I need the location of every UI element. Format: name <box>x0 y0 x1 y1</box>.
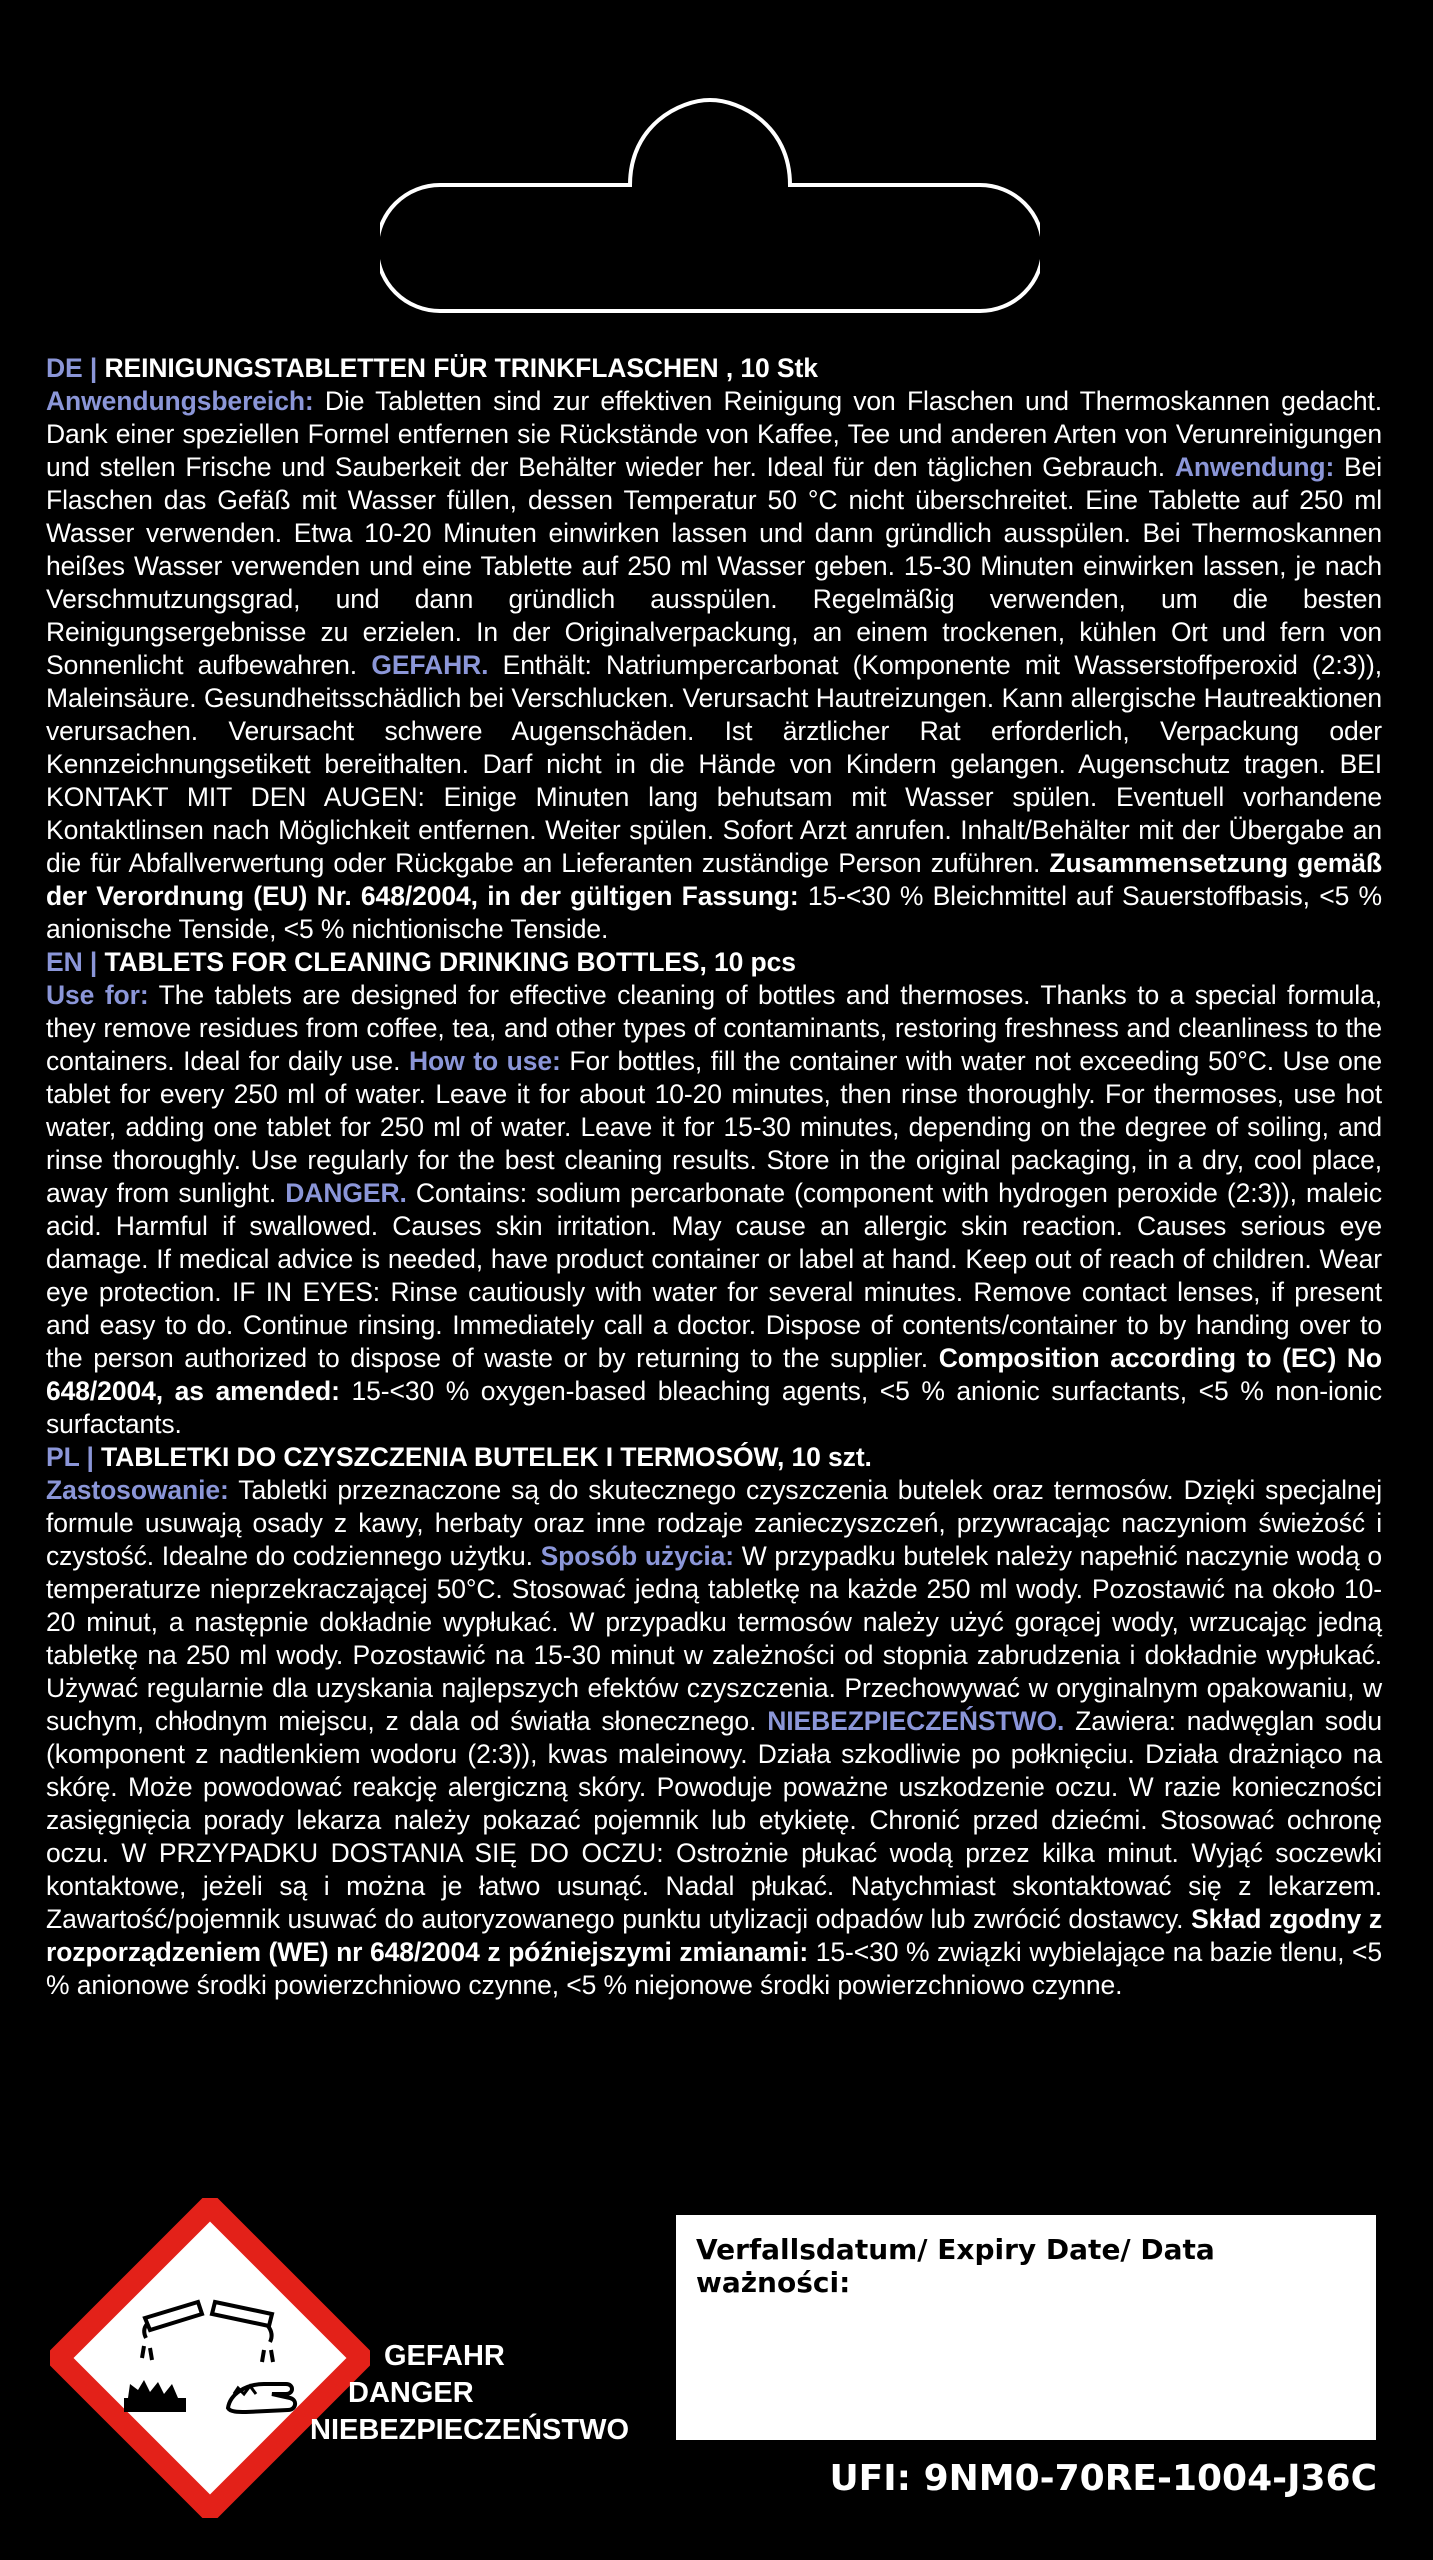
body-text: W przypadku butelek należy napełnić naczynie wodą o temperaturze nieprzekraczającej 50°C. Stosować jedną tabletkę na każde 250 ml wody. Pozostawić na około 10-20 minut, a następnie dokładnie wypłukać. W przypadku termosów należy użyć gorącej wody, wrzucając jedną tabletkę na 250 ml wody. Pozostawić na 15-30 minut w zależności od stopnia zabrudzenia i dokładnie wypłukać. Używać regularnie dla uzyskania najlepszych efektów czyszczenia. Przechowywać w oryginalnym opakowaniu, w suchym, chłodnym miejscu, z dala od światła słonecznego. <box>46 1541 1382 1736</box>
body-text: Die Tabletten sind zur effektiven Reinigung von Flaschen und Thermoskannen gedacht. Dank einer speziellen Formel entfernen sie Rückstände von Kaffee, Tee und anderen Arten von Verunreinigungen und stellen Frische und Sauberkeit der Behälter wieder her. Ideal für den täglichen Gebrauch. <box>46 386 1382 482</box>
section-pl <box>46 1441 1382 2002</box>
keyword: Anwendungsbereich: <box>46 386 314 416</box>
ufi-code: UFI: 9NM0-70RE-1004-J36C <box>829 2458 1377 2499</box>
section-heading <box>46 1441 1382 1474</box>
body-text: Contains: sodium percarbonate (component with hydrogen peroxide (2:3)), maleic acid. Harmful if swallowed. Causes skin irritation. May cause an allergic skin reaction. Causes serious eye damage. If medical advice is needed, have product container or label at hand. Keep out of reach of children. Wear eye protection. IF IN EYES: Rinse cautiously with water for several minutes. Remove contact lenses, if present and easy to do. Continue rinsing. Immediately call a doctor. Dispose of contents/container to by handing over to the person authorized to dispose of waste or by returning to the supplier. <box>46 1178 1382 1373</box>
body-text: For bottles, fill the container with water not exceeding 50°C. Use one tablet for every 250 ml of water. Leave it for about 10-20 minutes, then rinse thoroughly. For thermoses, use hot water, adding one tablet for 250 ml of water. Leave it for 15-30 minutes, depending on the degree of soiling, and rinse thoroughly. Use regularly for the best cleaning results. Store in the original packaging, in a dry, cool place, away from sunlight. <box>46 1046 1383 1208</box>
hang-hole-icon <box>380 95 1040 320</box>
body-text: 15-<30 % oxygen-based bleaching agents, <5 % anionic surfactants, <5 % non-ionic surfactants. <box>46 1376 1382 1439</box>
body-text: 15-<30 % związki wybielające na bazie tlenu, <5 % anionowe środki powierzchniowo czynne, <5 % niejonowe środki powierzchniowo czynne. <box>46 1937 1382 2000</box>
body-text: Enthält: Natriumpercarbonat (Komponente mit Wasserstoffperoxid (2:3)), Maleinsäure. Gesundheitsschädlich bei Verschlucken. Verursacht Hautreizungen. Kann allergische Hautreaktionen verursachen. Verursacht schwere Augenschäden. Ist ärztlicher Rat erforderlich, Verpackung oder Kennzeichnungsetikett bereithalten. Darf nicht in die Hände von Kindern gelangen. Augenschutz tragen. BEI KONTAKT MIT DEN AUGEN: Einige Minuten lang behutsam mit Wasser spülen. Eventuell vorhandene Kontaktlinsen nach Möglichkeit entfernen. Weiter spülen. Sofort Arzt anrufen. Inhalt/Behälter mit der Übergabe an die für Abfallverwertung oder Rückgabe an Lieferanten zuständige Person zuführen. <box>46 650 1382 878</box>
keyword: NIEBEZPIECZEŃSTWO. <box>767 1706 1065 1736</box>
section-title: TABLETKI DO CZYSZCZENIA BUTELEK I TERMOSÓW, 10 szt. <box>101 1442 872 1472</box>
section-heading <box>46 946 1382 979</box>
section-body <box>46 979 1382 1441</box>
composition-label: Skład zgodny z rozporządzeniem (WE) nr 648/2004 z późniejszymi zmianami: <box>46 1904 1382 1967</box>
keyword: How to use: <box>408 1046 561 1076</box>
section-en <box>46 946 1382 1441</box>
keyword: GEFAHR. <box>371 650 489 680</box>
composition-label: Zusammensetzung gemäß der Verordnung (EU) Nr. 648/2004, in der gültigen Fassung: <box>46 848 1382 911</box>
signal-word-pl: NIEBEZPIECZEŃSTWO <box>310 2414 630 2446</box>
language-code: DE | <box>46 353 98 383</box>
section-heading <box>46 352 1382 385</box>
body-text: Bei Flaschen das Gefäß mit Wasser füllen, dessen Temperatur 50 °C nicht überschreitet. Eine Tablette auf 250 ml Wasser verwenden. Etwa 10-20 Minuten einwirken lassen und dann gründlich ausspülen. Bei Thermoskannen heißes Wasser verwenden und eine Tablette auf 250 ml Wasser geben. 15-30 Minuten einwirken lassen, je nach Verschmutzungsgrad, und dann gründlich ausspülen. Regelmäßig verwenden, um die besten Reinigungsergebnisse zu erzielen. In der Originalverpackung, an einem trockenen, kühlen Ort und fern von Sonnenlicht aufbewahren. <box>46 452 1383 680</box>
body-text: 15-<30 % Bleichmittel auf Sauerstoffbasis, <5 % anionische Tenside, <5 % nichtionische Tenside. <box>46 881 1382 944</box>
signal-word-de: GEFAHR <box>384 2340 505 2372</box>
keyword: Use for: <box>46 980 149 1010</box>
keyword: Sposób użycia: <box>540 1541 734 1571</box>
expiry-label: Verfallsdatum/ Expiry Date/ Data ważności: <box>696 2233 1215 2299</box>
keyword: Zastosowanie: <box>46 1475 229 1505</box>
keyword: DANGER. <box>285 1178 407 1208</box>
composition-label: Composition according to (EC) No 648/2004, as amended: <box>46 1343 1382 1406</box>
label-text <box>46 352 1382 2002</box>
corrosion-icon <box>50 2198 370 2518</box>
section-body <box>46 385 1382 946</box>
body-text: The tablets are designed for effective cleaning of bottles and thermoses. Thanks to a special formula, they remove residues from coffee, tea, and other types of contaminants, restoring freshness and cleanliness to the containers. Ideal for daily use. <box>46 980 1382 1076</box>
language-code: EN | <box>46 947 98 977</box>
section-de <box>46 352 1382 946</box>
section-title: TABLETS FOR CLEANING DRINKING BOTTLES, 10 pcs <box>104 947 796 977</box>
section-title: REINIGUNGSTABLETTEN FÜR TRINKFLASCHEN , 10 Stk <box>104 353 818 383</box>
section-body <box>46 1474 1382 2002</box>
keyword: Anwendung: <box>1174 452 1335 482</box>
language-code: PL | <box>46 1442 94 1472</box>
body-text: Tabletki przeznaczone są do skutecznego czyszczenia butelek oraz termosów. Dzięki specjalnej formule usuwają osady z kawy, herbaty oraz inne rodzaje zanieczyszczeń, przywracając naczyniom świeżość i czystość. Idealne do codziennego użytku. <box>46 1475 1382 1571</box>
body-text: Zawiera: nadwęglan sodu (komponent z nadtlenkiem wodoru (2:3)), kwas maleinowy. Działa szkodliwie po połknięciu. Działa drażniąco na skórę. Może powodować reakcję alergiczną skóry. Powoduje poważne uszkodzenie oczu. W razie konieczności zasięgnięcia porady lekarza należy pokazać pojemnik lub etykietę. Chronić przed dziećmi. Stosować ochronę oczu. W PRZYPADKU DOSTANIA SIĘ DO OCZU: Ostrożnie płukać wodą przez kilka minut. Wyjąć soczewki kontaktowe, jeżeli są i można je łatwo usunąć. Nadal płukać. Natychmiast skontaktować się z lekarzem. Zawartość/pojemnik usuwać do autoryzowanego punktu utylizacji odpadów lub zwrócić dostawcy. <box>46 1706 1382 1934</box>
expiry-date-field <box>676 2215 1376 2440</box>
signal-word-en: DANGER <box>348 2377 474 2409</box>
